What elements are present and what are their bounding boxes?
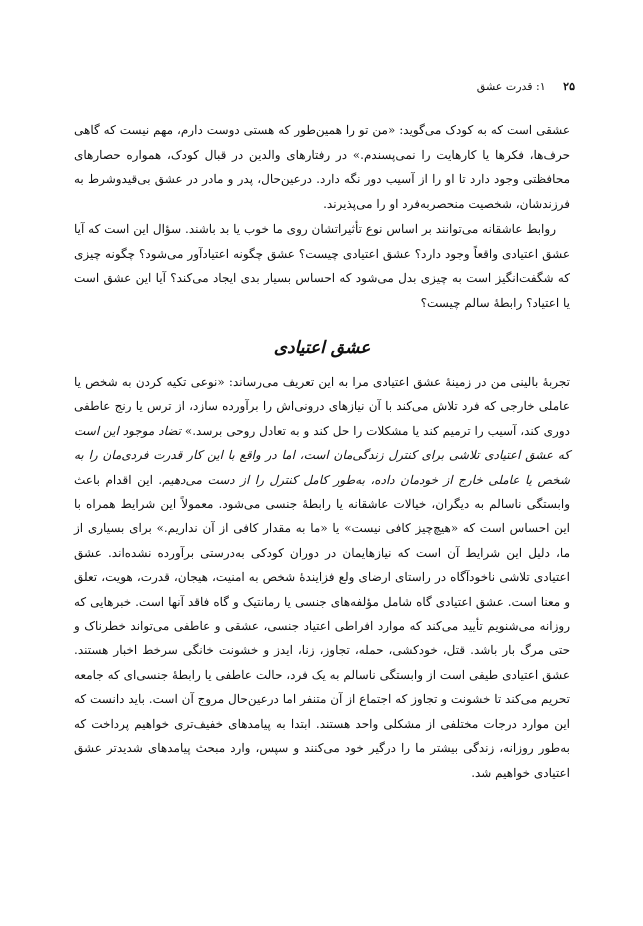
page-number: ۲۵ bbox=[563, 80, 575, 93]
chapter-title: ۱: قدرت عشق bbox=[476, 80, 546, 93]
running-header bbox=[70, 80, 575, 94]
section-heading: عشق اعتیادی bbox=[273, 338, 371, 358]
paragraph-3-intro: تجربهٔ بالینی من در زمینهٔ عشق اعتیادی مرا به این تعریف می‌رساند: «نوعی تکیه کردن به شخص یا عاملی خارجی که فرد تلاش می‌کند با آن نیازهای درونی‌اش را برآورده سازد، از ترس یا رنج عاطفی دوری کند، آسیب را ترمیم کند یا مشکلات را حل کند و به تعادل روحی برسد.» bbox=[74, 375, 570, 438]
paragraph-3-italic: تضاد موجود این است که عشق اعتیادی تلاشی برای کنترل زندگی‌مان است، اما در واقع با این کار قدرت فردی‌مان را به شخص یا عاملی خارج از خودمان داده، به‌طور کامل کنترل را از دست می‌دهیم. bbox=[74, 423, 570, 487]
paragraph-3-rest: این اقدام باعث وابستگی ناسالم به دیگران، خیالات عاشقانه یا رابطهٔ جنسی می‌شود. معمولاً این شرایط همراه با این احساس است که «هیچ‌چیز کافی نیست» یا «ما به مقدار کافی از آن نداریم.» برای بسیاری از ما، دلیل این شرایط آن است که نیازهایمان در دوران کودکی به‌درستی برآورده نشده‌اند. عشق اعتیادی تلاشی ناخودآگاه در راستای ارضای ولع فزایندهٔ شخص به امنیت، هیجان، قدرت، هویت، تعلق و معنا است. عشق اعتیادی گاه شامل مؤلفه‌های جنسی یا رمانتیک و گاه فاقد آنها است. خبرهایی که روزانه می‌شنویم تأیید می‌کند که موارد افراطی اعتیاد جنسی، عشقی و عاطفی می‌تواند خطرناک و حتی مرگ بار باشد. قتل، خودکشی، حمله، تجاوز، زنا، ایدز و خشونت خانگی سرخط اخبار هستند. عشق اعتیادی طیفی است از وابستگی ناسالم به یک فرد، حالت عاطفی یا رابطهٔ جنسی‌ای که جامعه تحریم می‌کند تا خشونت و تجاوز که اجتماع از آن متنفر اما درعین‌حال مروج آن است. باید دانست که این موارد درجات مختلفی از مشکلی واحد هستند. ابتدا به پیامدهای خفیف‌تری خواهیم پرداخت که به‌طور روزانه، زندگی بیشتر ما را درگیر خود می‌کنند و سپس، وارد مبحث پیامدهای شدیدتر عشق اعتیادی خواهیم شد. bbox=[74, 472, 570, 780]
paragraph-1: عشقی است که به کودک می‌گوید: «من تو را همین‌طور که هستی دوست دارم، مهم نیست که گاهی حرف‌ها، فکرها یا کارهایت را نمی‌پسندم.» در رفتارهای والدین در قبال کودک، همواره حصارهای محافظتی وجود دارد تا او را از آسیب دور نگه دارد. درعین‌حال، پدر و مادر در عشق بی‌قیدوشرط به فرزندشان، شخصیت منحصربه‌فرد او را می‌پذیرند. bbox=[74, 123, 570, 211]
paragraph-2: روابط عاشقانه می‌توانند بر اساس نوع تأثیراتشان روی ما خوب یا بد باشند. سؤال این است که آیا عشق اعتیادی واقعاً وجود دارد؟ عشق اعتیادی چیست؟ عشق چگونه اعتیادآور می‌شود؟ چگونه چیزی که شگفت‌انگیز است به چیزی بدل می‌شود که احساس بسیار بدی ایجاد می‌کند؟ آیا این عشق است یا اعتیاد؟ رابطهٔ سالم چیست؟ bbox=[74, 222, 570, 310]
paragraph-3 bbox=[74, 370, 570, 785]
